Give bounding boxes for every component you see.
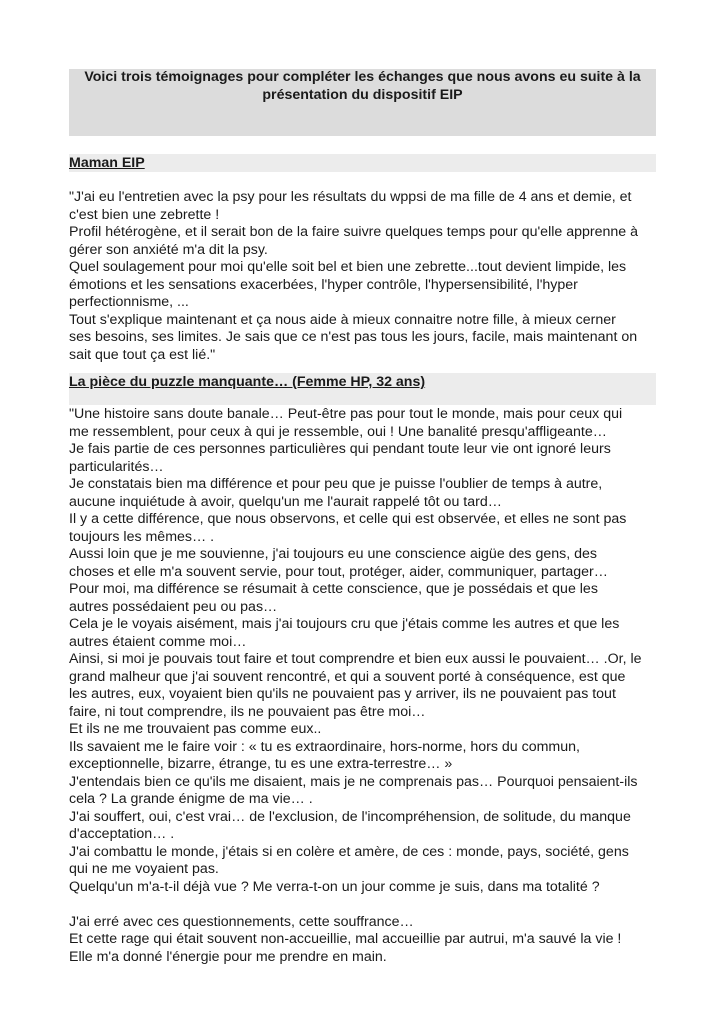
text-line: Ainsi, si moi je pouvais tout faire et tout comprendre et bien eux aussi le pouvaient… .Or, le [69,651,642,667]
text-line: aucune inquiétude à avoir, quelqu'un me l'aurait rappelé tôt ou tard… [69,493,502,510]
section-2-heading: La pièce du puzzle manquante… (Femme HP, 32 ans) [69,374,426,390]
document-title [69,68,656,104]
text-line: Je fais partie de ces personnes particulières qui pendant toute leur vie ont ignoré leurs [69,441,611,457]
text-line: Il y a cette différence, que nous observons, et celle qui est observée, et elles ne sont pas [69,511,627,527]
section-2-text [69,406,669,966]
text-line: toujours les mêmes… . [69,528,215,545]
text-line: d'acceptation… . [69,826,175,842]
text-line: Cela je le voyais aisément, mais j'ai toujours cru que j'étais comme les autres et que les [69,616,620,632]
text-line: les autres, eux, voyaient bien qu'ils ne pouvaient pas y arriver, ils ne pouvaient pas tout [69,686,616,702]
text-line: me ressemblent, pour ceux à qui je ressemble, oui ! Une banalité presqu'affligeante… [69,423,607,440]
text-line: émotions et les sensations exacerbées, l'hyper contrôle, l'hypersensibilité, l'hyper [69,276,578,293]
text-line: "J'ai eu l'entretien avec la psy pour les résultats du wppsi de ma fille de 4 ans et demie, et [69,189,632,205]
section-1-heading: Maman EIP [69,155,145,171]
text-line: Je constatais bien ma différence et pour peu que je puisse l'oublier de temps à autre, [69,476,603,492]
text-line: autres possédaient peu ou pas… [69,598,278,615]
text-line: Quel soulagement pour moi qu'elle soit bel et bien une zebrette...tout devient limpide, les [69,259,627,275]
text-line: sait que tout ça est lié." [69,346,216,363]
text-line: Pour moi, ma différence se résumait à cette conscience, que je possédais et que les [69,581,598,597]
text-line: Profil hétérogène, et il serait bon de la faire suivre quelques temps pour qu'elle apprenne à [69,224,638,240]
text-line: gérer son anxiété m'a dit la psy. [69,241,268,258]
title-line-1: Voici trois témoignages pour compléter les échanges que nous avons eu suite à la [84,69,641,85]
text-line: Et cette rage qui était souvent non-accueillie, mal accueillie par autrui, m'a sauvé la vie ! [69,931,622,947]
text-line: J'ai erré avec ces questionnements, cette souffrance… [69,913,414,930]
text-line: Elle m'a donné l'énergie pour me prendre en main. [69,948,387,965]
text-line: Quelqu'un m'a-t-il déjà vue ? Me verra-t-on un jour comme je suis, dans ma totalité ? [69,878,600,895]
text-line: Aussi loin que je me souvienne, j'ai toujours eu une conscience aigüe des gens, des [69,546,597,562]
text-line: perfectionnisme, ... [69,294,189,310]
text-line: grand malheur que j'ai souvent rencontré, et qui a souvent porté à conséquence, est que [69,668,626,685]
text-line: qui ne me voyaient pas. [69,861,219,877]
text-line: Ils savaient me le faire voir : « tu es extraordinaire, hors-norme, hors du commun, [69,738,580,755]
text-line: faire, ni tout comprendre, ils ne pouvaient pas être moi… [69,703,426,720]
text-line: J'ai souffert, oui, c'est vrai… de l'exclusion, de l'incompréhension, de solitude, du manque [69,808,631,825]
text-line: J'ai combattu le monde, j'étais si en colère et amère, de ces : monde, pays, société, gens [69,843,629,860]
text-line: ses besoins, ses limites. Je sais que ce n'est pas tous les jours, facile, mais maintenant on [69,329,638,345]
text-line: "Une histoire sans doute banale… Peut-être pas pour tout le monde, mais pour ceux qui [69,406,623,422]
text-line: J'entendais bien ce qu'ils me disaient, mais je ne comprenais pas… Pourquoi pensaient-ils [69,773,638,790]
text-line: Tout s'explique maintenant et ça nous aide à mieux connaitre notre fille, à mieux cerner [69,311,616,328]
text-line [69,896,669,914]
text-line: choses et elle m'a souvent servie, pour tout, protéger, aider, communiquer, partager… [69,563,608,580]
title-line-2: présentation du dispositif EIP [262,87,463,103]
text-line: Et ils ne me trouvaient pas comme eux.. [69,721,322,737]
text-line: cela ? La grande énigme de ma vie… . [69,791,313,807]
section-1-text [69,189,669,364]
text-line: exceptionnelle, bizarre, étrange, tu es une extra-terrestre… » [69,756,453,772]
section-1-heading-bar [69,154,656,172]
text-line: c'est bien une zebrette ! [69,206,220,223]
text-line: particularités… [69,458,164,475]
text-line: autres étaient comme moi… [69,633,247,650]
